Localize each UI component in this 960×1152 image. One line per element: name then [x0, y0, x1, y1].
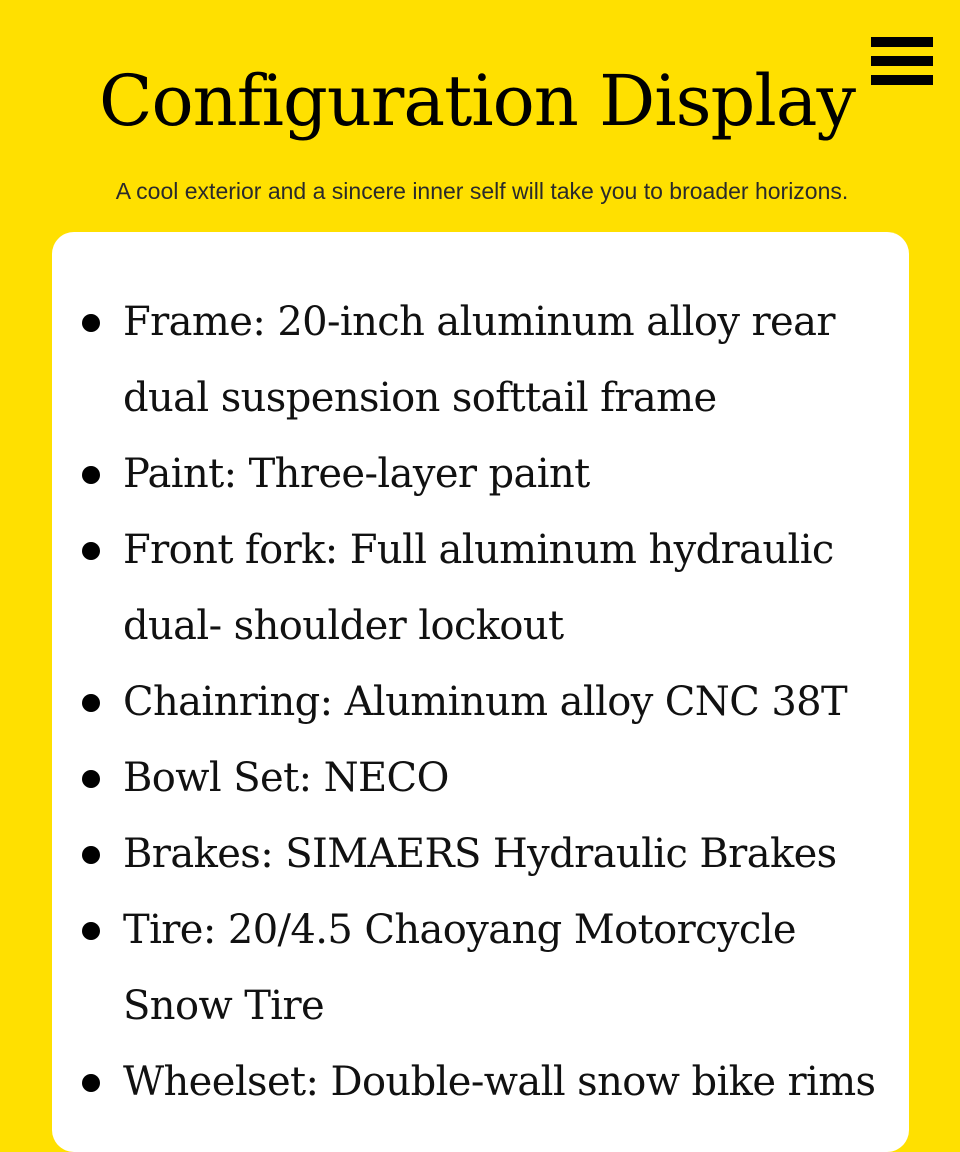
spec-item-brakes	[52, 816, 909, 892]
bullet-icon	[82, 542, 100, 560]
spec-card	[52, 232, 909, 1152]
bullet-icon	[82, 846, 100, 864]
spec-text: Brakes: SIMAERS Hydraulic Brakes	[123, 831, 837, 877]
spec-item-bowl-set	[52, 740, 909, 816]
spec-item-frame	[52, 284, 909, 436]
spec-text: Tire: 20/4.5 Chaoyang Motorcycle Snow Tire	[123, 907, 796, 1029]
bullet-icon	[82, 694, 100, 712]
bullet-icon	[82, 466, 100, 484]
bullet-icon	[82, 770, 100, 788]
spec-item-wheelset	[52, 1044, 909, 1120]
bullet-icon	[82, 314, 100, 332]
bullet-icon	[82, 1074, 100, 1092]
spec-text: Chainring: Aluminum alloy CNC 38T	[123, 679, 848, 725]
spec-text: Paint: Three-layer paint	[123, 451, 590, 497]
spec-list	[52, 284, 909, 1120]
bullet-icon	[82, 922, 100, 940]
spec-item-paint	[52, 436, 909, 512]
spec-item-front-fork	[52, 512, 909, 664]
page-subtitle: A cool exterior and a sincere inner self will take you to broader horizons.	[115, 178, 849, 204]
spec-text: Frame: 20-inch aluminum alloy rear dual suspension softtail frame	[123, 299, 835, 421]
spec-item-chainring	[52, 664, 909, 740]
spec-item-tire	[52, 892, 909, 1044]
menu-icon-bar	[871, 37, 933, 47]
spec-text: Front fork: Full aluminum hydraulic dual- shoulder lockout	[123, 527, 834, 649]
spec-text: Bowl Set: NECO	[123, 755, 449, 801]
spec-text: Wheelset: Double-wall snow bike rims	[123, 1059, 876, 1105]
page-title: Configuration Display	[98, 60, 856, 142]
